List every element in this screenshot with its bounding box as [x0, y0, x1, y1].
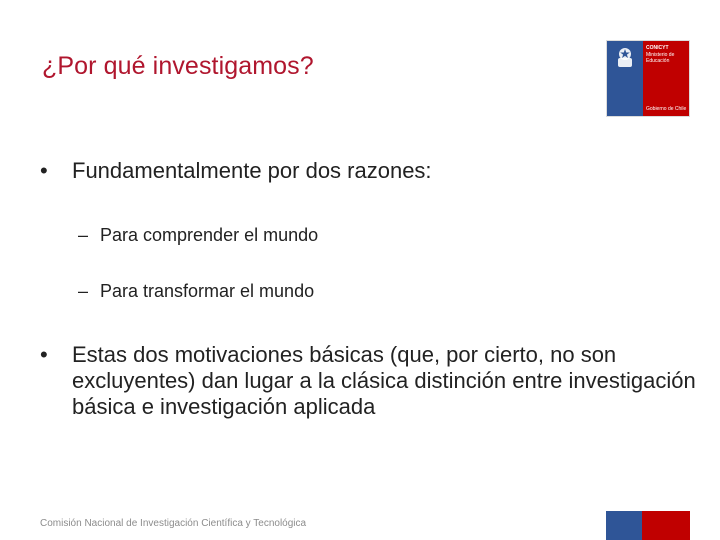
slide-title: ¿Por qué investigamos?: [42, 52, 314, 80]
coat-of-arms-icon: [612, 45, 638, 71]
footer-flag-blue: [606, 511, 642, 540]
logo-blue-panel: [607, 41, 643, 116]
footer-flag-red: [642, 511, 690, 540]
logo-red-panel: [643, 41, 689, 116]
sub-bullet-marker: –: [78, 281, 89, 301]
logo-ministry-line: Ministerio de: [646, 52, 675, 58]
slide-body: [40, 150, 696, 419]
sub-bullet-2: [40, 280, 314, 302]
logo-ministry-line-2: Educación: [646, 58, 670, 64]
logo-name: CONICYT: [646, 45, 669, 51]
bullet-1-text: Fundamentalmente por dos razones:: [72, 158, 432, 183]
sub-bullet-marker: –: [78, 225, 89, 245]
conicyt-logo: [606, 40, 690, 117]
sub-bullet-1: [40, 224, 318, 246]
sub-bullet-2-text: Para transformar el mundo: [100, 281, 315, 301]
logo-government: Gobierno de Chile: [646, 106, 687, 112]
bullet-1: [40, 158, 690, 184]
footer-flag-bar: [606, 511, 690, 540]
sub-bullet-1-text: Para comprender el mundo: [100, 225, 319, 245]
bullet-2: [40, 342, 720, 420]
bullet-marker: •: [40, 342, 48, 367]
footer-organization: Comisión Nacional de Investigación Científica y Tecnológica: [40, 518, 307, 529]
bullet-marker: •: [40, 158, 48, 183]
bullet-2-text: Estas dos motivaciones básicas (que, por cierto, no son excluyentes) dan lugar a la clásica distinción entre investigación básica e investigación aplicada: [72, 342, 696, 419]
